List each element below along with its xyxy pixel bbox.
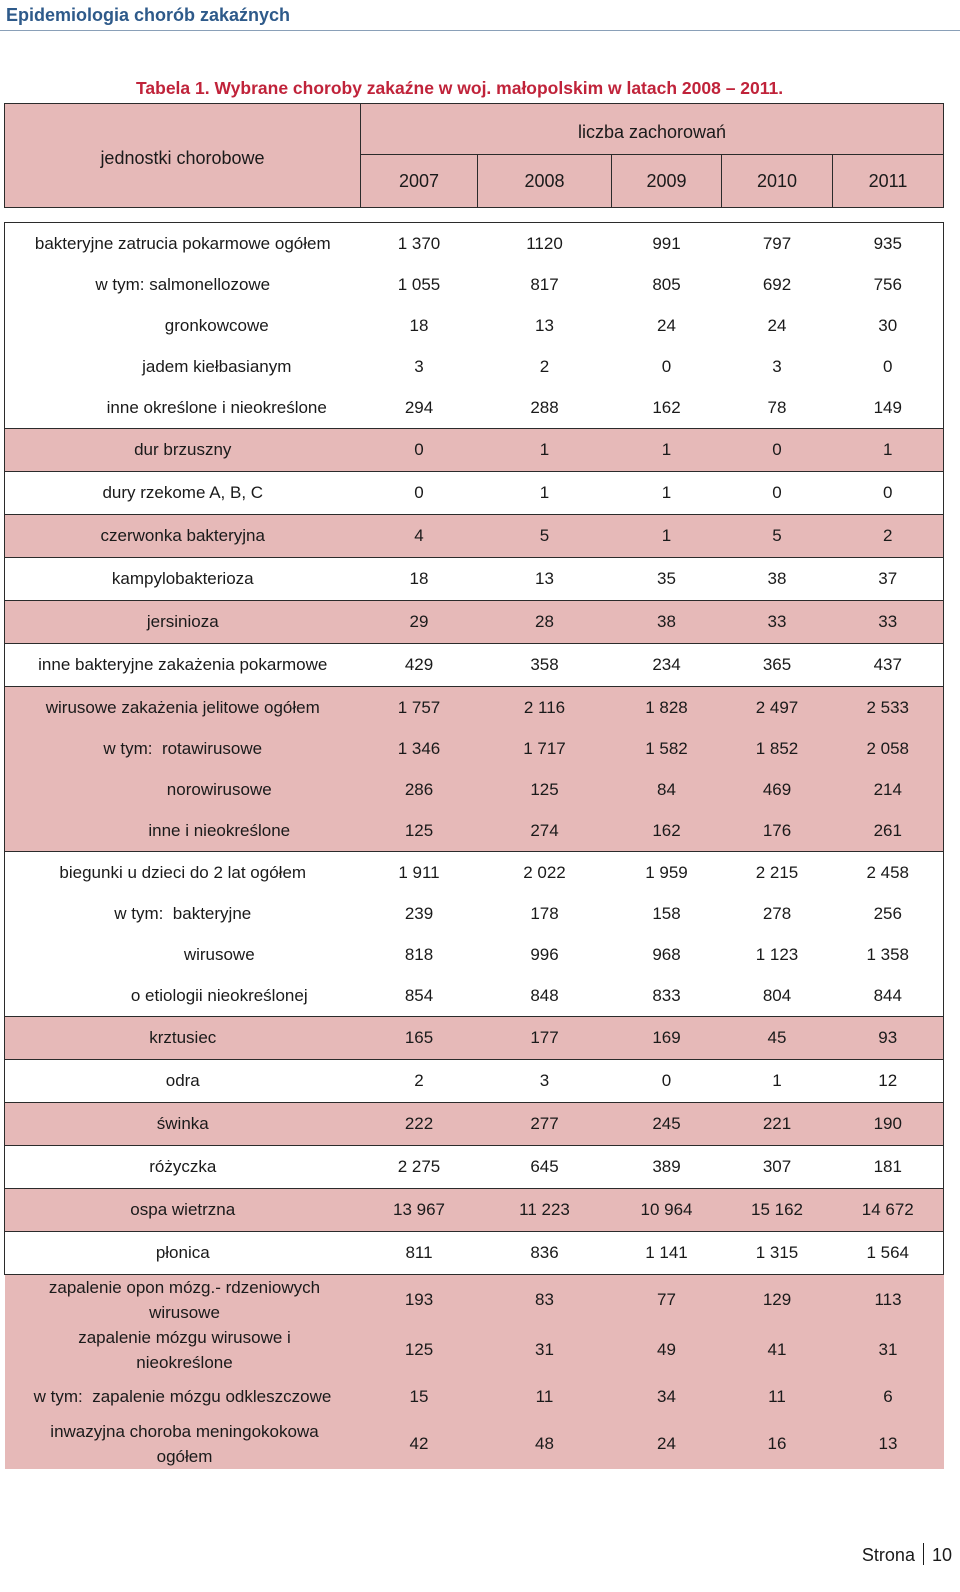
cell-value: 2 022	[478, 852, 612, 894]
cell-value: 93	[833, 1017, 944, 1060]
row-label-line: zapalenie mózgu wirusowe i	[78, 1328, 291, 1347]
cell-value: 1 141	[612, 1232, 722, 1275]
table-row	[5, 1060, 944, 1103]
cell-value: 2	[539, 356, 550, 376]
cell-value: 469	[722, 769, 833, 810]
cell-value: 2	[833, 515, 944, 558]
cell-value: 756	[833, 264, 944, 305]
row-label: wirusowe zakażenia jelitowe ogółem	[5, 687, 361, 729]
cell-value: 29	[361, 601, 478, 644]
cell-value: 1 123	[755, 944, 799, 964]
cell-value: 2 058	[833, 728, 944, 769]
table-row	[5, 1419, 944, 1469]
cell-value: 1	[612, 515, 722, 558]
table-row	[5, 1375, 944, 1419]
row-label: inne i nieokreślone	[5, 810, 361, 852]
table-row	[5, 472, 944, 515]
cell-value: 804	[722, 975, 833, 1017]
cell-value: 214	[833, 769, 944, 810]
cell-value: 5	[478, 515, 612, 558]
table-row	[5, 429, 944, 472]
cell-value: 1	[833, 429, 944, 472]
row-label: dury rzekome A, B, C	[5, 472, 361, 515]
table-row	[5, 1232, 944, 1275]
cell-value: 12	[833, 1060, 944, 1103]
cell-value: 2 533	[833, 687, 944, 729]
table-row	[5, 1017, 944, 1060]
cell-value: 0	[661, 356, 672, 376]
page-footer	[862, 1543, 952, 1566]
row-label: ospa wietrzna	[5, 1189, 361, 1232]
cell-value: 15 162	[722, 1189, 833, 1232]
cell-value: 38	[612, 601, 722, 644]
table-row	[5, 346, 944, 387]
cell-value: 2 497	[722, 687, 833, 729]
cell-value: 11 223	[478, 1189, 612, 1232]
cell-value: 221	[722, 1103, 833, 1146]
cell-value: 162	[612, 387, 722, 429]
table-caption: Tabela 1. Wybrane choroby zakaźne w woj. małopolskim w latach 2008 – 2011.	[136, 78, 784, 98]
cell-value: 278	[762, 903, 792, 923]
cell-value: 31	[833, 1325, 944, 1375]
cell-value: 178	[530, 903, 559, 923]
cell-value: 1 911	[361, 852, 478, 894]
cell-value: 365	[722, 644, 833, 687]
cell-value: 13	[478, 558, 612, 601]
cell-value: 149	[833, 387, 944, 429]
table-row	[5, 264, 944, 305]
cell-value: 177	[478, 1017, 612, 1060]
cell-value: 854	[361, 975, 478, 1017]
cell-value: 991	[612, 223, 722, 265]
cell-value: 28	[478, 601, 612, 644]
cell-value: 49	[612, 1325, 722, 1375]
row-label: odra	[5, 1060, 361, 1103]
cell-value: 16	[722, 1419, 833, 1469]
row-label: o etiologii nieokreślonej	[5, 975, 361, 1017]
cell-value: 2 215	[722, 852, 833, 894]
cell-value: 261	[833, 810, 944, 852]
cell-value: 429	[361, 644, 478, 687]
cell-value: 307	[722, 1146, 833, 1189]
table-row	[5, 852, 944, 894]
cell-value: 125	[361, 810, 478, 852]
table-row	[5, 975, 944, 1017]
row-label: w tym: zapalenie mózgu odkleszczowe	[5, 1375, 361, 1419]
row-label: czerwonka bakteryjna	[5, 515, 361, 558]
cell-value: 645	[478, 1146, 612, 1189]
row-label: norowirusowe	[5, 769, 361, 810]
cell-value: 818	[404, 944, 434, 964]
cell-value: 0	[361, 472, 478, 515]
table-row	[5, 558, 944, 601]
cell-value: 30	[833, 305, 944, 346]
cell-value: 31	[478, 1325, 612, 1375]
row-label	[5, 1419, 361, 1469]
row-label: w tym: salmonellozowe	[5, 264, 361, 305]
cell-value: 848	[478, 975, 612, 1017]
cell-value: 805	[652, 274, 681, 294]
table-row	[5, 769, 944, 810]
cell-value: 41	[722, 1325, 833, 1375]
cell-value: 18	[361, 558, 478, 601]
cell-value: 1 757	[361, 687, 478, 729]
cell-value: 389	[612, 1146, 722, 1189]
cell-value: 2 275	[361, 1146, 478, 1189]
cell-value: 24	[657, 315, 676, 335]
cell-value: 35	[612, 558, 722, 601]
cell-value: 113	[833, 1275, 944, 1326]
cell-value: 256	[833, 893, 944, 934]
cell-value: 222	[361, 1103, 478, 1146]
row-label-line: nieokreślone	[136, 1353, 233, 1372]
row-label: płonica	[5, 1232, 361, 1275]
cell-value: 277	[478, 1103, 612, 1146]
document-header	[0, 0, 960, 31]
row-label: świnka	[5, 1103, 361, 1146]
row-label: wirusowe	[5, 934, 361, 975]
cell-value: 1 852	[722, 728, 833, 769]
row-label-line: ogółem	[156, 1447, 213, 1466]
cell-value: 1 358	[833, 934, 944, 975]
cell-value: 48	[478, 1419, 612, 1469]
footer-separator	[923, 1543, 924, 1565]
table-row	[5, 644, 944, 687]
table-row	[5, 1146, 944, 1189]
cell-value: 0	[833, 346, 944, 387]
table-row	[5, 305, 944, 346]
cell-value: 38	[722, 558, 833, 601]
group-header: liczba zachorowań	[361, 104, 944, 155]
cell-value: 234	[612, 644, 722, 687]
cell-value: 288	[478, 387, 612, 429]
row-label: jadem kiełbasianym	[5, 346, 361, 387]
row-label: w tym: bakteryjne	[5, 893, 361, 934]
cell-value: 45	[722, 1017, 833, 1060]
cell-value: 286	[361, 769, 478, 810]
year-header: 2011	[833, 155, 944, 208]
cell-value: 11	[478, 1375, 612, 1419]
row-label: w tym: rotawirusowe	[5, 728, 361, 769]
cell-value: 162	[612, 810, 722, 852]
cell-value: 125	[361, 1325, 478, 1375]
table-row	[5, 934, 944, 975]
cell-value: 1	[722, 1060, 833, 1103]
cell-value: 129	[722, 1275, 833, 1326]
cell-value: 34	[612, 1375, 722, 1419]
cell-value: 14 672	[833, 1189, 944, 1232]
table-row	[5, 687, 944, 729]
cell-value: 836	[478, 1232, 612, 1275]
cell-value: 6	[833, 1375, 944, 1419]
cell-value: 1	[612, 429, 722, 472]
cell-value: 1 370	[361, 223, 478, 265]
row-label: różyczka	[5, 1146, 361, 1189]
cell-value: 692	[762, 274, 792, 294]
year-header: 2010	[722, 155, 833, 208]
cell-value: 78	[722, 387, 833, 429]
year-header: 2009	[612, 155, 722, 208]
row-label-line: zapalenie opon mózg.- rdzeniowych	[48, 1278, 321, 1297]
row-label: inne bakteryjne zakażenia pokarmowe	[5, 644, 361, 687]
cell-value: 1 717	[478, 728, 612, 769]
cell-value: 274	[478, 810, 612, 852]
cell-value: 811	[361, 1232, 478, 1275]
cell-value: 1120	[478, 223, 612, 265]
cell-value: 37	[833, 558, 944, 601]
table-row	[5, 893, 944, 934]
cell-value: 1 959	[612, 852, 722, 894]
row-label: bakteryjne zatrucia pokarmowe ogółem	[5, 223, 361, 265]
cell-value: 239	[404, 903, 434, 923]
cell-value: 13	[833, 1419, 944, 1469]
cell-value: 0	[612, 1060, 722, 1103]
cell-value: 2 116	[478, 687, 612, 729]
cell-value: 11	[722, 1375, 833, 1419]
cell-value: 797	[722, 223, 833, 265]
cell-value: 1	[478, 472, 612, 515]
corner-header: jednostki chorobowe	[5, 104, 361, 208]
cell-value: 833	[612, 975, 722, 1017]
cell-value: 0	[361, 429, 478, 472]
cell-value: 1 055	[397, 274, 441, 294]
cell-value: 844	[833, 975, 944, 1017]
cell-value: 83	[478, 1275, 612, 1326]
row-label	[5, 1275, 361, 1326]
table-row	[5, 1103, 944, 1146]
cell-value: 15	[361, 1375, 478, 1419]
cell-value: 169	[612, 1017, 722, 1060]
cell-value: 817	[530, 274, 559, 294]
cell-value: 0	[833, 472, 944, 515]
cell-value: 1	[612, 472, 722, 515]
cell-value: 1 346	[361, 728, 478, 769]
cell-value: 181	[833, 1146, 944, 1189]
table-row	[5, 728, 944, 769]
table-row	[5, 810, 944, 852]
table-row	[5, 1275, 944, 1326]
cell-value: 1 315	[722, 1232, 833, 1275]
cell-value: 33	[722, 601, 833, 644]
row-label	[5, 1325, 361, 1375]
page-number: 10	[931, 1545, 952, 1565]
cell-value: 193	[361, 1275, 478, 1326]
cell-value: 84	[612, 769, 722, 810]
row-label: gronkowcowe	[5, 305, 361, 346]
row-label-line: wirusowe	[149, 1303, 220, 1322]
cell-value: 245	[612, 1103, 722, 1146]
diseases-table	[4, 103, 944, 1469]
cell-value: 165	[361, 1017, 478, 1060]
cell-value: 996	[530, 944, 559, 964]
cell-value: 1 582	[612, 728, 722, 769]
cell-value: 4	[361, 515, 478, 558]
cell-value: 176	[722, 810, 833, 852]
page-label: Strona	[861, 1545, 915, 1565]
cell-value: 0	[722, 429, 833, 472]
cell-value: 42	[361, 1419, 478, 1469]
cell-value: 13	[535, 315, 554, 335]
table-row	[5, 601, 944, 644]
cell-value: 77	[612, 1275, 722, 1326]
cell-value: 3	[772, 356, 782, 376]
cell-value: 968	[652, 944, 681, 964]
cell-value: 125	[478, 769, 612, 810]
cell-value: 3	[478, 1060, 612, 1103]
table-row	[5, 1325, 944, 1375]
cell-value: 10 964	[612, 1189, 722, 1232]
cell-value: 33	[833, 601, 944, 644]
row-label: inne określone i nieokreślone	[5, 387, 361, 429]
cell-value: 13 967	[361, 1189, 478, 1232]
row-label-line: inwazyjna choroba meningokokowa	[50, 1422, 319, 1441]
cell-value: 2	[361, 1060, 478, 1103]
cell-value: 24	[767, 315, 787, 335]
row-label: kampylobakterioza	[5, 558, 361, 601]
year-header: 2007	[361, 155, 478, 208]
cell-value: 935	[833, 223, 944, 265]
table-row	[5, 1189, 944, 1232]
cell-value: 190	[833, 1103, 944, 1146]
cell-value: 24	[612, 1419, 722, 1469]
cell-value: 1 564	[833, 1232, 944, 1275]
cell-value: 2 458	[833, 852, 944, 894]
table-row	[5, 515, 944, 558]
document-title: Epidemiologia chorób zakaźnych	[6, 5, 291, 25]
cell-value: 358	[478, 644, 612, 687]
cell-value: 437	[833, 644, 944, 687]
cell-value: 3	[414, 356, 424, 376]
row-label: dur brzuszny	[5, 429, 361, 472]
cell-value: 1 828	[612, 687, 722, 729]
table-row	[5, 223, 944, 265]
cell-value: 294	[361, 387, 478, 429]
table-row	[5, 387, 944, 429]
cell-value: 158	[652, 903, 681, 923]
cell-value: 0	[722, 472, 833, 515]
row-label: jersinioza	[5, 601, 361, 644]
row-label: krztusiec	[5, 1017, 361, 1060]
year-header: 2008	[478, 155, 612, 208]
row-label: biegunki u dzieci do 2 lat ogółem	[5, 852, 361, 894]
cell-value: 18	[409, 315, 429, 335]
cell-value: 1	[478, 429, 612, 472]
cell-value: 5	[722, 515, 833, 558]
